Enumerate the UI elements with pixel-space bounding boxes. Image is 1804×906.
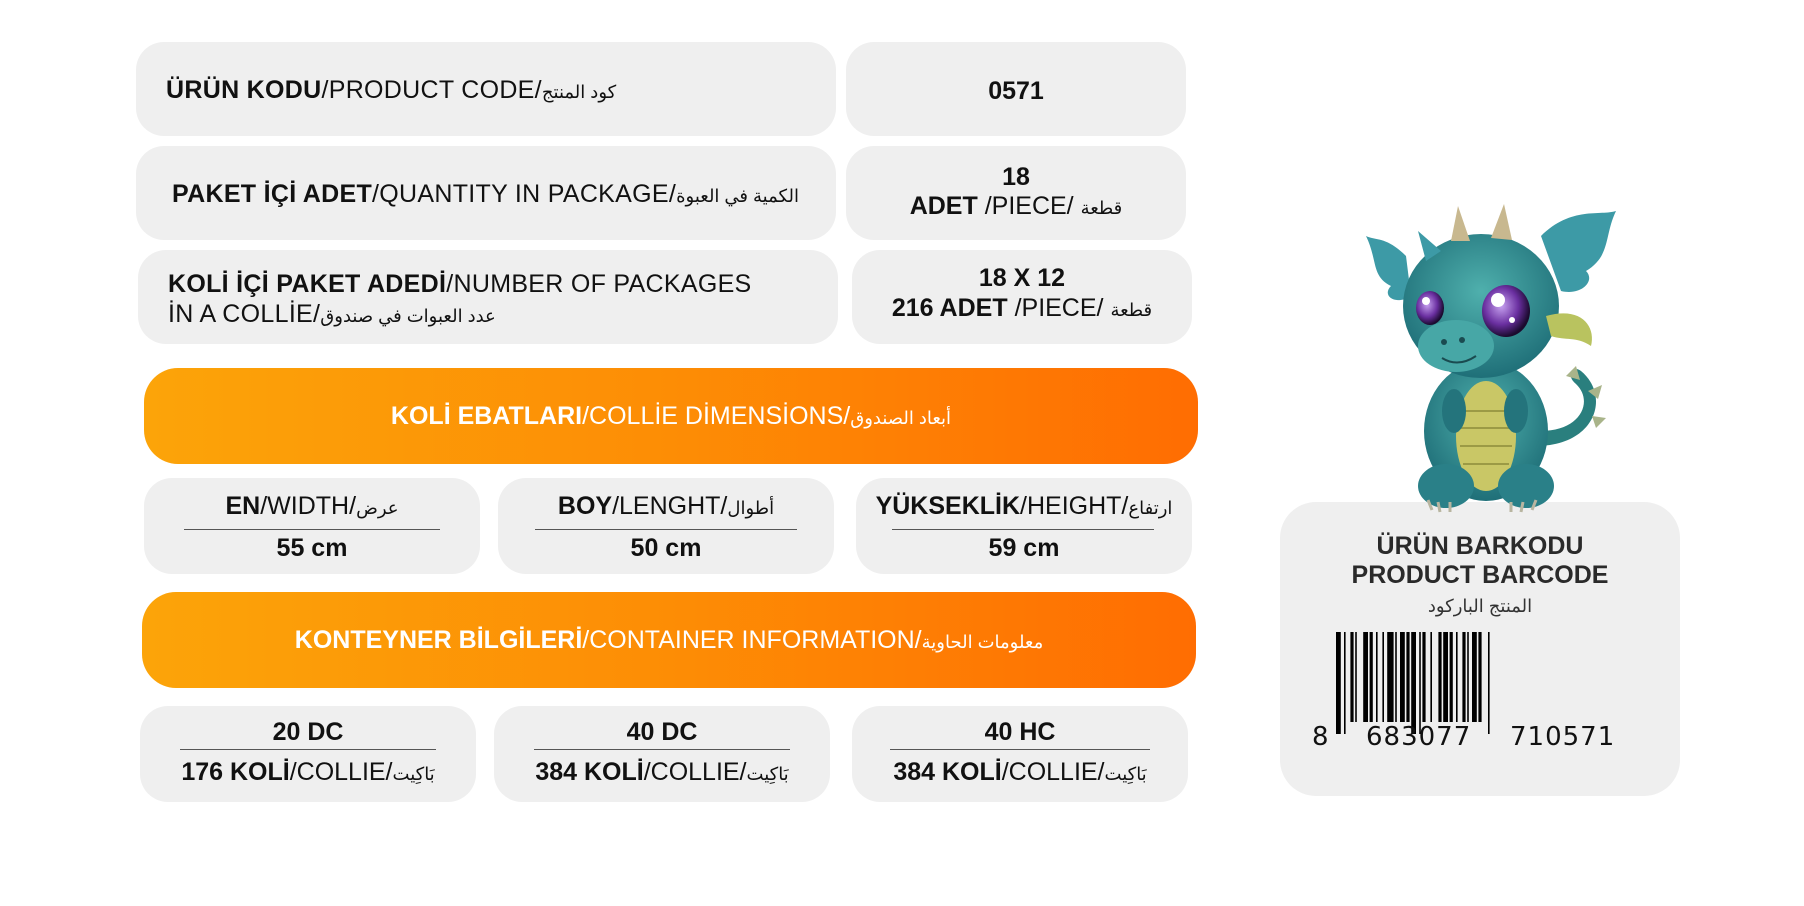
dimension-cell-width: [144, 478, 480, 574]
dimension-width-label-en: /WIDTH/: [260, 492, 357, 520]
barcode-bar: [1336, 632, 1341, 734]
package-qty-label-card: [136, 146, 836, 240]
collie-qty-total-en: /PIECE/: [1007, 294, 1111, 322]
barcode-digits-right: 710571: [1510, 722, 1616, 752]
container-40dc-value-en: /COLLIE/: [643, 758, 747, 786]
container-20dc-value-ar: بَاكِيت: [392, 764, 435, 784]
barcode-bar: [1467, 632, 1469, 722]
barcode-bar: [1400, 632, 1405, 722]
divider: [180, 749, 436, 750]
collie-qty-label-en-2: İN A COLLİE/: [168, 300, 321, 328]
dimension-length-label: [498, 492, 834, 521]
package-qty-value-card: [846, 146, 1186, 240]
container-40dc-value-tr: 384 KOLİ: [535, 758, 644, 786]
collie-qty-label-ar: عدد العبوات في صندوق: [320, 306, 496, 326]
container-40hc-value: [852, 758, 1188, 787]
barcode-bar: [1422, 632, 1425, 722]
barcode-title-tr: ÜRÜN BARKODU: [1376, 532, 1584, 560]
container-40hc-type: 40 HC: [984, 718, 1056, 746]
divider: [534, 749, 790, 750]
dimension-width-label-tr: EN: [225, 492, 261, 520]
barcode-bar: [1370, 632, 1373, 722]
barcode-bar: [1472, 632, 1477, 722]
barcode-bar: [1355, 632, 1357, 722]
dimension-width-value: 55 cm: [276, 534, 348, 562]
dimension-height-label-tr: YÜKSEKLİK: [875, 492, 1021, 520]
package-qty-label: [172, 180, 799, 209]
barcode-bar: [1488, 632, 1490, 734]
collie-qty-label-en: /NUMBER OF PACKAGES: [446, 270, 752, 298]
dimension-height-label: [856, 492, 1192, 521]
container-banner: [142, 592, 1196, 688]
package-qty-unit-ar: قطعة: [1080, 198, 1123, 218]
dimension-length-label-en: /LENGHT/: [612, 492, 728, 520]
container-banner-tr: KONTEYNER BİLGİLERİ: [294, 626, 583, 654]
container-20dc-type: 20 DC: [272, 718, 344, 746]
barcode-digit-first: 8: [1312, 722, 1329, 752]
barcode-card: [1280, 502, 1680, 796]
barcode-bar: [1450, 632, 1453, 722]
dimension-width-label: [144, 492, 480, 521]
barcode-bar: [1430, 632, 1432, 722]
package-qty-unit-tr: ADET: [909, 192, 978, 220]
product-code-label-card: [136, 42, 836, 136]
container-20dc-value-tr: 176 KOLİ: [181, 758, 290, 786]
dimension-length-label-ar: أطوال: [727, 498, 775, 518]
barcode-bar: [1411, 632, 1416, 734]
barcode-bar: [1462, 632, 1465, 722]
product-code-value-card: [846, 42, 1186, 136]
product-code-label-en: /PRODUCT CODE/: [321, 76, 542, 104]
collie-qty-total-ar: قطعة: [1110, 300, 1153, 320]
container-40dc-value-ar: بَاكِيت: [746, 764, 789, 784]
dimensions-banner-tr: KOLİ EBATLARI: [390, 402, 583, 430]
package-qty-label-tr: PAKET İÇİ ADET: [172, 180, 373, 208]
container-40hc-value-en: /COLLIE/: [1001, 758, 1105, 786]
container-20dc-value-en: /COLLIE/: [289, 758, 393, 786]
barcode-title-ar: المنتج الباركود: [1427, 596, 1533, 616]
product-code-label: [166, 76, 616, 105]
container-20dc-value: [140, 758, 476, 787]
dimension-length-value: 50 cm: [630, 534, 702, 562]
dimensions-banner-ar: أبعاد الصندوق: [850, 408, 952, 428]
barcode-bar: [1443, 632, 1448, 722]
barcode-bar: [1406, 632, 1409, 722]
barcode-title-en: PRODUCT BARCODE: [1351, 561, 1609, 589]
dimension-cell-length: [498, 478, 834, 574]
container-40hc-value-ar: بَاكِيت: [1104, 764, 1147, 784]
collie-qty-label-line1: [168, 270, 752, 299]
dimension-cell-height: [856, 478, 1192, 574]
barcode-bar: [1376, 632, 1378, 722]
dimension-width-label-ar: عرض: [356, 498, 399, 518]
container-40hc-value-tr: 384 KOLİ: [893, 758, 1002, 786]
collie-qty-formula: 18 X 12: [978, 264, 1066, 292]
package-qty-label-en: /QUANTITY IN PACKAGE/: [372, 180, 677, 208]
barcode-bar: [1478, 632, 1481, 722]
package-qty-label-ar: الكمية في العبوة: [676, 186, 799, 206]
collie-qty-total-tr: 216 ADET: [891, 294, 1008, 322]
barcode-bar: [1456, 632, 1458, 722]
dimension-height-value: 59 cm: [988, 534, 1060, 562]
barcode-bar: [1387, 632, 1393, 722]
collie-qty-label-card: [138, 250, 838, 344]
package-qty-unit-en: /PIECE/: [977, 192, 1081, 220]
collie-qty-label-tr: KOLİ İÇİ PAKET ADEDİ: [168, 270, 447, 298]
collie-qty-total: [852, 294, 1192, 323]
baby-dragon-illustration: [1366, 196, 1620, 516]
package-qty-unit: [846, 192, 1186, 221]
barcode-image: [1336, 632, 1640, 734]
collie-qty-label-line2: [168, 300, 496, 329]
barcode-bar: [1382, 632, 1384, 722]
container-banner-ar: معلومات الحاوية: [921, 632, 1044, 652]
barcode-bar: [1419, 632, 1421, 734]
divider: [535, 529, 797, 530]
product-code-label-tr: ÜRÜN KODU: [166, 76, 322, 104]
container-cell-20dc: [140, 706, 476, 802]
dimensions-banner: [144, 368, 1198, 464]
container-cell-40hc: [852, 706, 1188, 802]
divider: [890, 749, 1150, 750]
barcode-bar: [1363, 632, 1368, 722]
dimension-height-label-ar: ارتفاع: [1128, 498, 1173, 518]
divider: [184, 529, 440, 530]
barcode-bar: [1350, 632, 1353, 722]
dimension-height-label-en: /HEIGHT/: [1020, 492, 1129, 520]
dimension-length-label-tr: BOY: [557, 492, 613, 520]
barcode-bar: [1438, 632, 1441, 722]
divider: [892, 529, 1154, 530]
barcode-digits-left: 683077: [1366, 722, 1472, 752]
package-qty-count: 18: [1002, 163, 1030, 191]
container-40dc-value: [494, 758, 830, 787]
barcode-bar: [1395, 632, 1397, 722]
collie-qty-value-card: [852, 250, 1192, 344]
product-code-label-ar: كود المنتج: [541, 82, 617, 102]
barcode-bar: [1344, 632, 1346, 734]
container-40dc-type: 40 DC: [626, 718, 698, 746]
product-code-value: 0571: [988, 77, 1044, 105]
container-cell-40dc: [494, 706, 830, 802]
dimensions-banner-en: /COLLİE DİMENSİONS/: [582, 402, 851, 430]
container-banner-en: /CONTAINER INFORMATION/: [582, 626, 922, 654]
